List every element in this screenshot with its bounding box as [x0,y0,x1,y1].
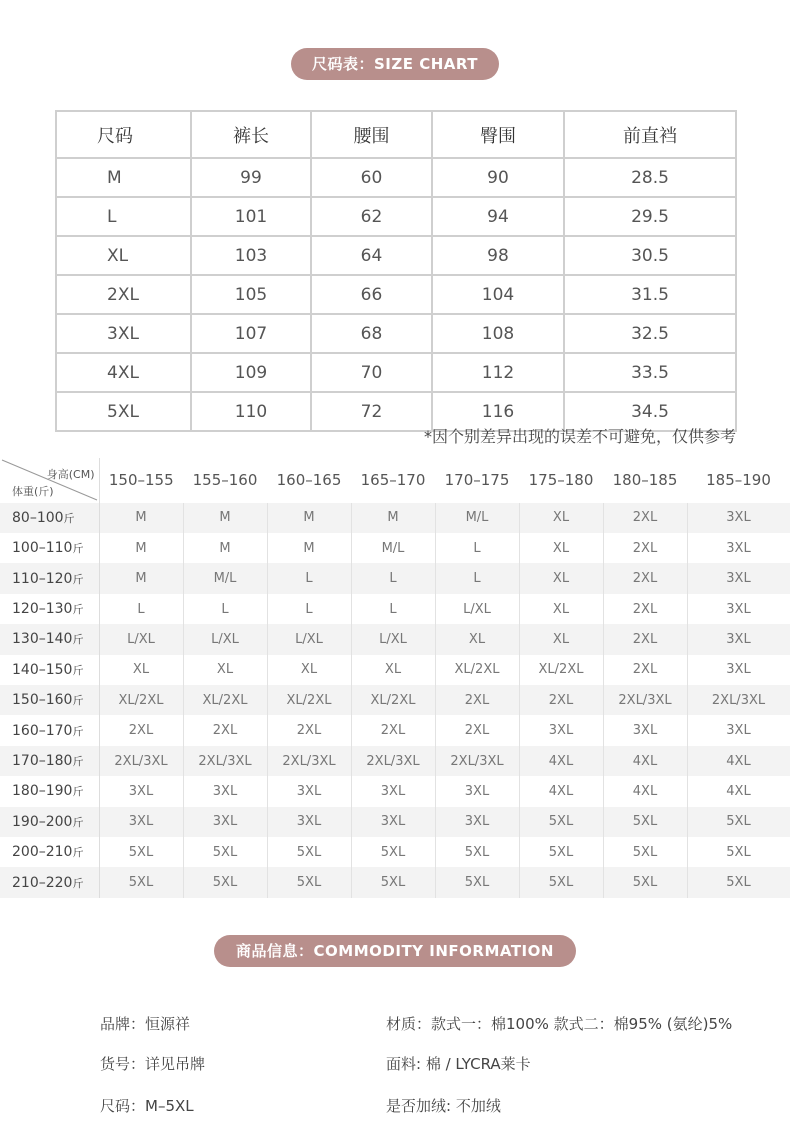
size-chart-table [55,110,737,432]
fleece-info: 是否加绒: 不加绒 [386,1097,501,1115]
recommendation-row [0,624,790,654]
weight-range-label [0,655,99,685]
weight-range-value: 190–200 [12,813,73,830]
weight-range-value: 130–140 [12,631,73,648]
size-chart-cell: 3XL [56,314,191,353]
recommended-size-cell: 2XL/3XL [183,746,267,776]
size-chart-cell: 66 [311,275,432,314]
recommended-size-cell: L/XL [267,624,351,654]
height-range-header: 180–185 [603,458,687,503]
recommended-size-cell: 5XL [687,867,790,898]
weight-unit: 斤 [72,876,84,890]
height-axis-label: 身高(CM) [46,468,95,481]
size-chart-row [56,197,736,236]
weight-unit: 斤 [72,815,84,829]
commodity-info-title-pill: 商品信息：COMMODITY INFORMATION [214,935,576,967]
recommended-size-cell: 2XL [99,715,183,745]
recommendation-header-row [0,458,790,503]
weight-range-value: 140–150 [12,661,73,678]
recommendation-row [0,746,790,776]
header-length: 裤长 [191,111,311,158]
size-chart-cell: 29.5 [564,197,736,236]
size-chart-cell: 105 [191,275,311,314]
recommended-size-cell: L/XL [351,624,435,654]
weight-unit: 斤 [72,663,84,677]
recommendation-row [0,503,790,533]
size-chart-cell: 60 [311,158,432,197]
recommended-size-cell: 2XL/3XL [687,685,790,715]
size-chart-cell: 62 [311,197,432,236]
weight-unit: 斤 [72,603,84,617]
size-chart-cell: 104 [432,275,564,314]
weight-range-value: 160–170 [12,722,73,739]
height-range-header: 160–165 [267,458,351,503]
size-chart-cell: XL [56,236,191,275]
recommended-size-cell: 2XL [435,685,519,715]
recommended-size-cell: 4XL [603,746,687,776]
size-chart-cell: 108 [432,314,564,353]
recommended-size-cell: 5XL [603,867,687,898]
recommended-size-cell: 2XL/3XL [603,685,687,715]
recommended-size-cell: 2XL [267,715,351,745]
weight-range-value: 110–120 [12,570,73,587]
recommended-size-cell: XL/2XL [435,655,519,685]
item-number-info: 货号：详见吊牌 [100,1055,206,1073]
recommended-size-cell: 4XL [687,746,790,776]
weight-range-label [0,776,99,806]
size-chart-cell: 116 [432,392,564,431]
recommended-size-cell: 5XL [519,837,603,867]
recommended-size-cell: 3XL [183,776,267,806]
measurement-note: *因个别差异出现的误差不可避免，仅供参考 [423,427,736,446]
recommended-size-cell: L [351,594,435,624]
recommended-size-cell: 5XL [435,837,519,867]
size-chart-cell: 31.5 [564,275,736,314]
recommended-size-cell: XL [519,624,603,654]
recommended-size-cell: 5XL [603,837,687,867]
recommended-size-cell: XL [435,624,519,654]
material-info: 材质：款式一：棉100% 款式二：棉95% (氨纶)5% [386,1015,733,1033]
weight-range-label [0,503,99,533]
recommendation-row [0,533,790,563]
weight-range-label [0,685,99,715]
recommended-size-cell: 5XL [687,807,790,837]
recommended-size-cell: 2XL [519,685,603,715]
recommended-size-cell: 3XL [687,503,790,533]
size-chart-cell: 2XL [56,275,191,314]
size-chart-cell: 32.5 [564,314,736,353]
recommended-size-cell: L [435,533,519,563]
recommended-size-cell: M [351,503,435,533]
recommended-size-cell: 5XL [99,867,183,898]
recommended-size-cell: 5XL [99,837,183,867]
recommended-size-cell: 4XL [519,746,603,776]
recommended-size-cell: 2XL [435,715,519,745]
recommended-size-cell: XL [519,533,603,563]
weight-range-value: 170–180 [12,753,73,770]
recommended-size-cell: 3XL [99,776,183,806]
recommended-size-cell: 4XL [603,776,687,806]
size-chart-cell: 34.5 [564,392,736,431]
recommended-size-cell: 2XL [351,715,435,745]
size-chart-cell: 72 [311,392,432,431]
weight-range-value: 200–210 [12,844,73,861]
corner-cell [0,458,99,503]
weight-range-value: 120–130 [12,601,73,618]
height-range-header: 165–170 [351,458,435,503]
weight-range-label [0,533,99,563]
size-chart-cell: 70 [311,353,432,392]
size-chart-row [56,236,736,275]
recommended-size-cell: L [183,594,267,624]
size-chart-row [56,158,736,197]
size-chart-cell: 103 [191,236,311,275]
recommended-size-cell: 2XL [603,503,687,533]
recommendation-row [0,837,790,867]
recommended-size-cell: M [99,503,183,533]
recommended-size-cell: L [99,594,183,624]
recommended-size-cell: 3XL [603,715,687,745]
recommended-size-cell: XL/2XL [267,685,351,715]
weight-range-label [0,715,99,745]
weight-range-label [0,594,99,624]
size-chart-title-pill: 尺码表：SIZE CHART [291,48,499,80]
header-hip: 臀围 [432,111,564,158]
recommended-size-cell: 3XL [687,715,790,745]
weight-unit: 斤 [63,511,75,525]
recommended-size-cell: 2XL [603,655,687,685]
size-chart-cell: 28.5 [564,158,736,197]
weight-unit: 斤 [72,572,84,586]
recommended-size-cell: 3XL [687,563,790,593]
weight-axis-label: 体重(斤) [12,484,54,498]
fabric-info: 面料: 棉 / LYCRA莱卡 [386,1055,531,1073]
recommended-size-cell: 3XL [687,594,790,624]
recommended-size-cell: 2XL [603,563,687,593]
size-chart-cell: 94 [432,197,564,236]
recommended-size-cell: 5XL [687,837,790,867]
size-chart-cell: 90 [432,158,564,197]
header-waist: 腰围 [311,111,432,158]
size-chart-cell: 98 [432,236,564,275]
recommendation-row [0,776,790,806]
recommended-size-cell: 3XL [519,715,603,745]
weight-unit: 斤 [72,633,84,647]
recommended-size-cell: L/XL [183,624,267,654]
weight-range-value: 150–160 [12,692,73,709]
recommendation-row [0,867,790,898]
recommended-size-cell: M/L [351,533,435,563]
weight-range-value: 100–110 [12,540,73,557]
height-range-header: 175–180 [519,458,603,503]
size-chart-cell: 109 [191,353,311,392]
recommended-size-cell: 3XL [267,807,351,837]
recommended-size-cell: L [435,563,519,593]
recommended-size-cell: 3XL [687,624,790,654]
recommended-size-cell: 5XL [351,867,435,898]
weight-range-label [0,807,99,837]
recommended-size-cell: XL [519,503,603,533]
size-chart-cell: 33.5 [564,353,736,392]
recommended-size-cell: XL [519,594,603,624]
recommended-size-cell: 5XL [267,867,351,898]
size-chart-cell: 5XL [56,392,191,431]
recommended-size-cell: 2XL [603,594,687,624]
recommended-size-cell: 2XL [183,715,267,745]
brand-info: 品牌：恒源祥 [100,1015,191,1033]
recommended-size-cell: L [267,563,351,593]
size-chart-header-row [56,111,736,158]
recommended-size-cell: 3XL [687,655,790,685]
recommended-size-cell: XL [267,655,351,685]
recommended-size-cell: 3XL [351,807,435,837]
header-size: 尺码 [56,111,191,158]
size-chart-cell: L [56,197,191,236]
recommended-size-cell: 3XL [267,776,351,806]
recommendation-row [0,563,790,593]
recommended-size-cell: M [267,503,351,533]
recommendation-row [0,594,790,624]
size-chart-cell: 99 [191,158,311,197]
weight-range-value: 180–190 [12,783,73,800]
weight-range-label [0,867,99,898]
weight-range-value: 80–100 [12,509,64,526]
recommended-size-cell: 5XL [183,837,267,867]
recommended-size-cell: M [183,503,267,533]
header-front-rise: 前直裆 [564,111,736,158]
recommended-size-cell: XL/2XL [519,655,603,685]
recommended-size-cell: 2XL/3XL [99,746,183,776]
recommended-size-cell: M [99,533,183,563]
size-chart-cell: 107 [191,314,311,353]
size-chart-cell: 110 [191,392,311,431]
recommended-size-cell: 2XL [603,624,687,654]
size-chart-cell: 64 [311,236,432,275]
weight-range-value: 210–220 [12,874,73,891]
size-chart-cell: 101 [191,197,311,236]
recommended-size-cell: L [351,563,435,593]
weight-unit: 斤 [72,694,84,708]
weight-range-label [0,837,99,867]
recommended-size-cell: XL/2XL [183,685,267,715]
recommendation-row [0,715,790,745]
recommended-size-cell: 5XL [519,867,603,898]
recommended-size-cell: 2XL/3XL [435,746,519,776]
recommended-size-cell: 5XL [183,867,267,898]
size-range-info: 尺码：M–5XL [100,1097,194,1115]
recommended-size-cell: 5XL [267,837,351,867]
size-chart-cell: 4XL [56,353,191,392]
recommended-size-cell: 3XL [99,807,183,837]
height-range-header: 170–175 [435,458,519,503]
weight-range-label [0,624,99,654]
recommended-size-cell: 5XL [435,867,519,898]
recommended-size-cell: L/XL [99,624,183,654]
size-recommendation-table [0,458,790,898]
height-range-header: 150–155 [99,458,183,503]
recommended-size-cell: M/L [183,563,267,593]
recommended-size-cell: 3XL [435,776,519,806]
weight-unit: 斤 [72,785,84,799]
size-chart-cell: 68 [311,314,432,353]
recommendation-row [0,807,790,837]
recommended-size-cell: XL/2XL [351,685,435,715]
weight-range-label [0,563,99,593]
recommendation-row [0,655,790,685]
recommended-size-cell: 2XL [603,533,687,563]
weight-range-label [0,746,99,776]
recommended-size-cell: XL [351,655,435,685]
recommended-size-cell: M [99,563,183,593]
size-chart-cell: M [56,158,191,197]
size-chart-cell: 30.5 [564,236,736,275]
height-range-header: 185–190 [687,458,790,503]
recommended-size-cell: 5XL [603,807,687,837]
recommended-size-cell: M/L [435,503,519,533]
recommended-size-cell: 5XL [351,837,435,867]
recommended-size-cell: XL/2XL [99,685,183,715]
recommendation-row [0,685,790,715]
recommended-size-cell: 3XL [435,807,519,837]
recommended-size-cell: XL [99,655,183,685]
recommended-size-cell: L [267,594,351,624]
size-chart-row [56,314,736,353]
recommended-size-cell: 5XL [519,807,603,837]
recommended-size-cell: XL [183,655,267,685]
weight-unit: 斤 [72,846,84,860]
height-range-header: 155–160 [183,458,267,503]
recommended-size-cell: 3XL [351,776,435,806]
recommended-size-cell: 3XL [687,533,790,563]
recommended-size-cell: 4XL [687,776,790,806]
recommended-size-cell: 2XL/3XL [351,746,435,776]
recommended-size-cell: 4XL [519,776,603,806]
weight-unit: 斤 [72,755,84,769]
recommended-size-cell: 3XL [183,807,267,837]
recommended-size-cell: 2XL/3XL [267,746,351,776]
size-chart-row [56,353,736,392]
recommended-size-cell: L/XL [435,594,519,624]
recommended-size-cell: M [267,533,351,563]
recommended-size-cell: XL [519,563,603,593]
weight-unit: 斤 [72,542,84,556]
weight-unit: 斤 [72,724,84,738]
size-chart-cell: 112 [432,353,564,392]
size-chart-row [56,275,736,314]
recommended-size-cell: M [183,533,267,563]
